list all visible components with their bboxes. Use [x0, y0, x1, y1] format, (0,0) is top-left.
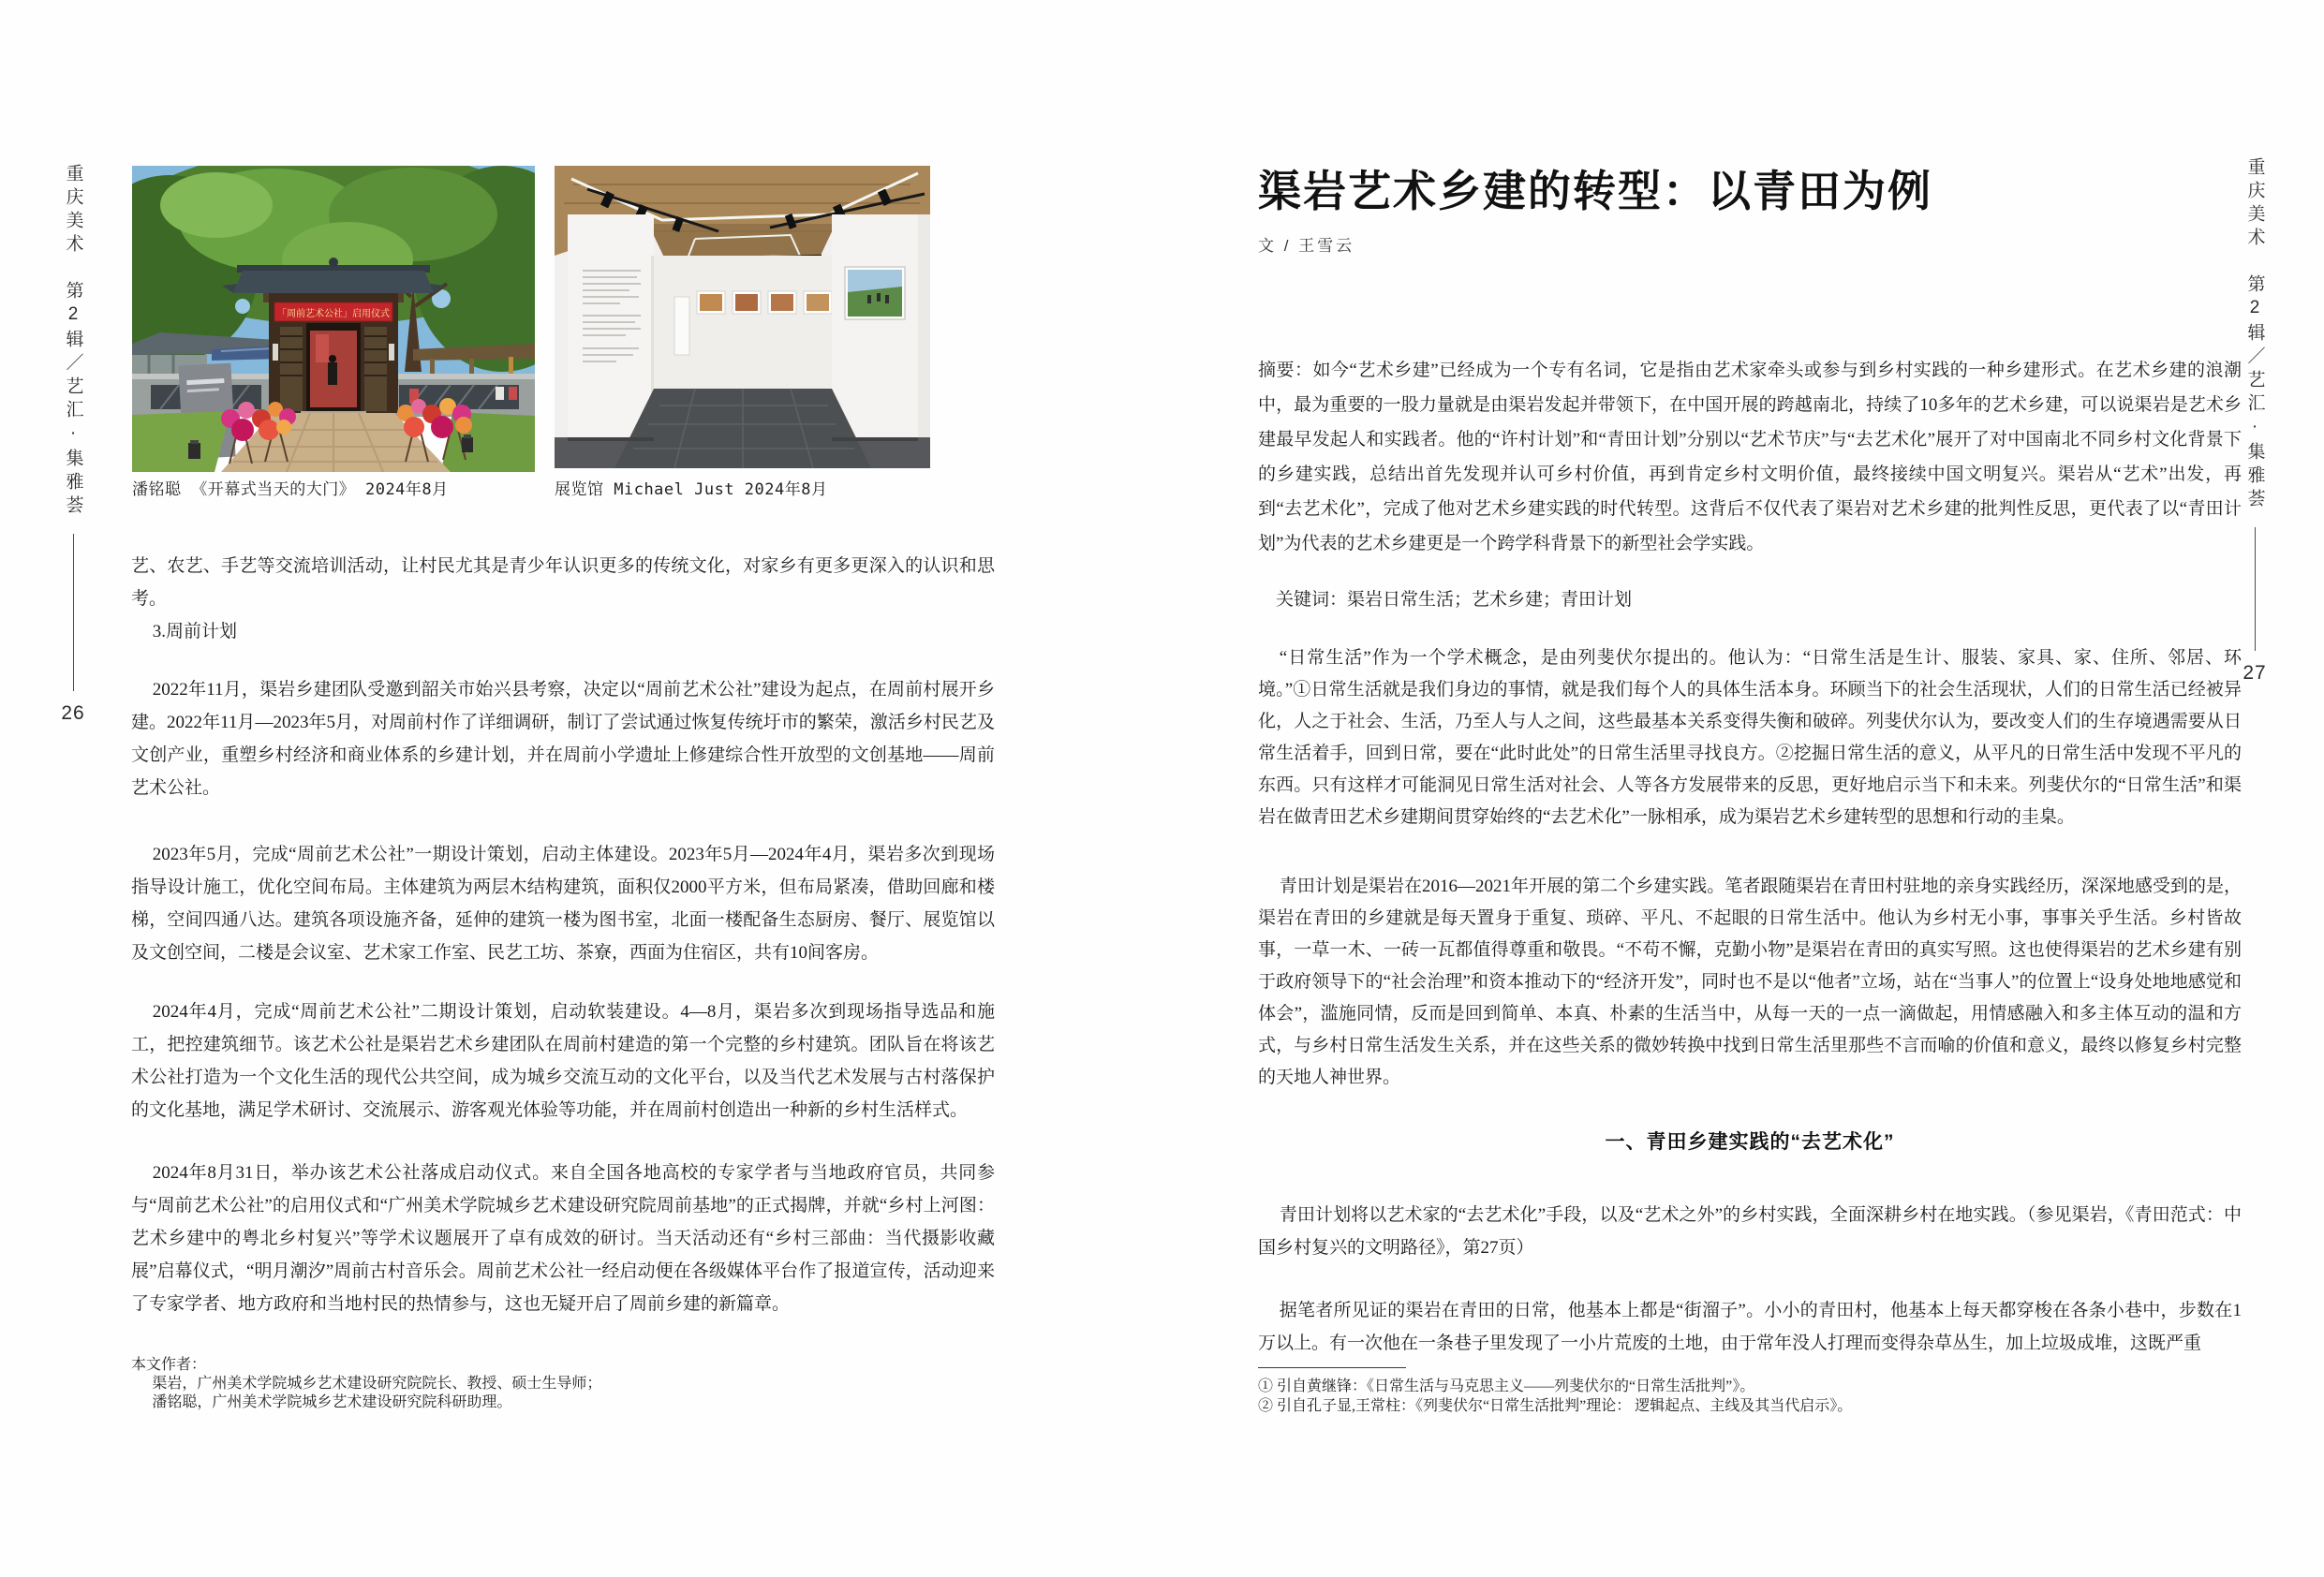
left-edition-sidebar: [53, 164, 93, 725]
photo-exhibition-hall: [555, 166, 930, 468]
photo-caption: 展览馆 Michael Just 2024年8月: [555, 480, 828, 499]
body-paragraph: 2023年5月，完成“周前艺术公社”一期设计策划，启动主体建设。2023年5月—2024年4月，渠岩多次到现场指导设计施工，优化空间布局。主体建筑为两层木结构建筑，面积仅2000平方米，但布局紧凑，借助回廊和楼梯，空间四通八达。建筑各项设施齐备，延伸的建筑一楼为图书室，北面一楼配备生态厨房、餐厅、展览馆以及文创空间，二楼是会议室、艺术家工作室、民艺工坊、茶寮，西面为住宿区，共有10间客房。: [131, 845, 995, 963]
body-paragraph-continuation: 艺、农艺、手艺等交流培训活动，让村民尤其是青少年认识更多的传统文化，对家乡有更多更深入的认识和思考。: [131, 556, 995, 609]
footnote: ① 引自黄继锋：《日常生活与马克思主义——列斐伏尔的“日常生活批判”》。: [1258, 1378, 1755, 1394]
page-number-left: 26: [61, 702, 85, 724]
abstract-paragraph: 摘要：如今“艺术乡建”已经成为一个专有名词，它是指由艺术家牵头或参与到乡村实践的一种乡建形式。在艺术乡建的浪潮中，最为重要的一股力量就是由渠岩发起并带领下，在中国开展的跨越南北，持续了10多年的艺术乡建，可以说渠岩是艺术乡建最早发起人和实践者。他的“许村计划”和“青田计划”分别以“艺术节庆”与“去艺术化”展开了对中国南北不同乡村文化背景下的乡建实践，总结出首先发现并认可乡村价值，再到肯定乡村文明价值，最终接续中国文明复兴。渠岩从“艺术”出发，再到“去艺术化”，完成了他对艺术乡建实践的时代转型。这背后不仅代表了渠岩对艺术乡建的批判性反思，更代表了以“青田计划”为代表的艺术乡建更是一个跨学科背景下的新型社会学实践。: [1258, 361, 2242, 553]
edition-rule: [2255, 527, 2256, 651]
author-note: [131, 1356, 995, 1412]
footnote-divider: [1258, 1367, 1406, 1368]
right-edition-sidebar: [2235, 157, 2274, 685]
keywords-line: 关键词：渠岩日常生活；艺术乡建；青田计划: [1276, 590, 1633, 610]
gate-photo-illustration: [132, 166, 535, 472]
subheading-zhouqian-plan: 3.周前计划: [152, 622, 238, 641]
photo-caption: 潘铭聪 《开幕式当天的大门》 2024年8月: [132, 480, 449, 499]
author-note-line: 渠岩，广州美术学院城乡艺术建设研究院院长、教授、硕士生导师；: [152, 1376, 602, 1392]
article-byline: 文 / 王雪云: [1258, 237, 1355, 255]
photo-opening-day-gate: [132, 166, 535, 472]
gallery-photo-illustration: [555, 166, 930, 468]
body-paragraph: 青田计划是渠岩在2016—2021年开展的第二个乡建实践。笔者跟随渠岩在青田村驻地的亲身实践经历，深深地感受到的是，渠岩在青田的乡建就是每天置身于重复、琐碎、平凡、不起眼的日常生活中。他认为乡村无小事，事事关乎生活。乡村皆故事，一草一木、一砖一瓦都值得尊重和敬畏。“不苟不懈，克勤小物”是渠岩在青田的真实写照。这也使得渠岩的艺术乡建有别于政府领导下的“社会治理”和资本推动下的“经济开发”，同时也不是以“他者”立场，站在“当事人”的位置上“设身处地地感觉和体会”，滥施同情，反而是回到简单、本真、朴素的生活当中，从每一天的一点一滴做起，用情感融入和多主体互动的温和方式，与乡村日常生活发生关系，并在这些关系的微妙转换中找到日常生活里那些不言而喻的价值和意义，最终以修复乡村完整的天地人神世界。: [1258, 877, 2242, 1087]
body-paragraph: 据笔者所见证的渠岩在青田的日常，他基本上都是“街溜子”。小小的青田村，他基本上每天都穿梭在各条小巷中，步数在1万以上。有一次他在一条巷子里发现了一小片荒废的土地，由于常年没人打理而变得杂草丛生，加上垃圾成堆，这既严重: [1258, 1301, 2242, 1353]
article-title: 渠岩艺术乡建的转型：以青田为例: [1258, 168, 1932, 215]
body-paragraph: 2024年8月31日，举办该艺术公社落成启动仪式。来自全国各地高校的专家学者与当地政府官员，共同参与“周前艺术公社”的启用仪式和“广州美术学院城乡艺术建设研究院周前基地”的正式揭牌，并就“乡村上河图：艺术乡建中的粤北乡村复兴”等学术议题展开了卓有成效的研讨。当天活动还有“乡村三部曲：当代摄影收藏展”启幕仪式，“明月潮汐”周前古村音乐会。周前艺术公社一经启动便在各级媒体平台作了报道宣传，活动迎来了专家学者、地方政府和当地村民的热情参与，这也无疑开启了周前乡建的新篇章。: [131, 1163, 995, 1314]
body-paragraph: 青田计划将以艺术家的“去艺术化”手段，以及“艺术之外”的乡村实践，全面深耕乡村在地实践。（参见渠岩，《青田范式：中国乡村复兴的文明路径》，第27页）: [1258, 1205, 2242, 1258]
edition-vertical-text: 重庆美术 第2辑／艺汇·集雅荟: [63, 164, 83, 519]
author-note-label: 本文作者：: [131, 1357, 207, 1373]
edition-rule: [73, 534, 74, 691]
author-note-line: 潘铭聪，广州美术学院城乡艺术建设研究院科研助理。: [152, 1394, 512, 1410]
edition-vertical-text: 重庆美术 第2辑／艺汇·集雅荟: [2244, 157, 2265, 512]
body-paragraph: 2024年4月，完成“周前艺术公社”二期设计策划，启动软装建设。4—8月，渠岩多次到现场指导选品和施工，把控建筑细节。该艺术公社是渠岩艺术乡建团队在周前村建造的第一个完整的乡村建筑。团队旨在将该艺术公社打造为一个文化生活的现代公共空间，成为城乡交流互动的文化平台，以及当代艺术发展与古村落保护的文化基地，满足学术研讨、交流展示、游客观光体验等功能，并在周前村创造出一种新的乡村生活样式。: [131, 1002, 995, 1120]
gate-banner-text: 「周前艺术公社」启用仪式: [277, 309, 390, 319]
body-paragraph: 2022年11月，渠岩乡建团队受邀到韶关市始兴县考察，决定以“周前艺术公社”建设为起点，在周前村展开乡建。2022年11月—2023年5月，对周前村作了详细调研，制订了尝试通过恢复传统圩市的繁荣，激活乡村民艺及文创产业，重塑乡村经济和商业体系的乡建计划，并在周前小学遗址上修建综合性开放型的文创基地——周前艺术公社。: [131, 680, 995, 798]
footnotes: [1258, 1377, 2242, 1416]
footnote: ② 引自孔子显,王常柱：《列斐伏尔“日常生活批判”理论： 逻辑起点、主线及其当代启示》。: [1258, 1398, 1853, 1414]
body-paragraph: “日常生活”作为一个学术概念，是由列斐伏尔提出的。他认为：“日常生活是生计、服装、家具、家、住所、邻居、环境。”①日常生活就是我们身边的事情，就是我们每个人的具体生活本身。环顾当下的社会生活现状，人们的日常生活已经被异化，人之于社会、生活，乃至人与人之间，这些最基本关系变得失衡和破碎。列斐伏尔认为，要改变人们的生存境遇需要从日常生活着手，回到日常，要在“此时此处”的日常生活里寻找良方。②挖掘日常生活的意义，从平凡的日常生活中发现不平凡的东西。只有这样才可能洞见日常生活对社会、人等各方发展带来的反思，更好地启示当下和未来。列斐伏尔的“日常生活”和渠岩在做青田艺术乡建期间贯穿始终的“去艺术化”一脉相承，成为渠岩艺术乡建转型的思想和行动的圭臬。: [1258, 648, 2242, 827]
page-number-right: 27: [2243, 662, 2267, 684]
section-heading: 一、青田乡建实践的“去艺术化”: [1605, 1131, 1895, 1153]
